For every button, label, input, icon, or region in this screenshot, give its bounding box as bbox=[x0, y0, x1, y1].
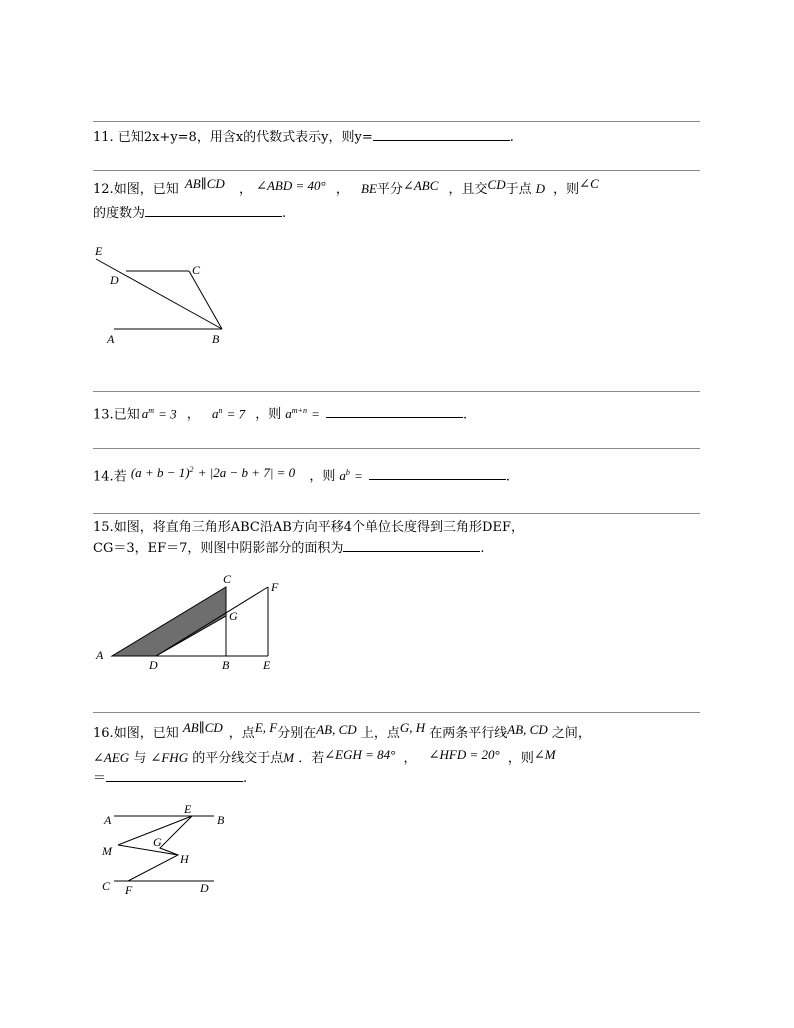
math-term: D bbox=[535, 181, 546, 196]
answer-blank[interactable] bbox=[373, 127, 510, 141]
question-text: 分别在 bbox=[277, 726, 317, 741]
shaded-region bbox=[112, 587, 226, 656]
question-text: 与 bbox=[133, 751, 147, 766]
math-term: = 7 bbox=[226, 406, 246, 422]
label-E: E bbox=[95, 244, 103, 258]
math-expression: (a + b − 1) bbox=[130, 465, 190, 481]
question-text: 如图，已知 bbox=[113, 182, 179, 197]
math-term: M bbox=[283, 750, 295, 765]
separator: ， bbox=[186, 407, 200, 423]
question-text: 平分 bbox=[376, 182, 403, 197]
question-text: ，则 bbox=[255, 407, 282, 423]
math-term: ∠C bbox=[579, 176, 599, 191]
separator: ， bbox=[238, 182, 252, 197]
math-term: ∠AEG bbox=[93, 750, 130, 765]
label-C: C bbox=[192, 263, 201, 277]
answer-blank[interactable] bbox=[326, 404, 463, 418]
exponent: n bbox=[218, 406, 223, 415]
question-text: ，点 bbox=[228, 726, 255, 741]
question-13 bbox=[93, 402, 467, 424]
divider bbox=[93, 170, 700, 171]
question-text: 如图，已知 bbox=[113, 726, 179, 741]
question-text: ，则 bbox=[507, 751, 534, 766]
label-M: M bbox=[102, 844, 112, 858]
question-text: 如图，将直角三角形ABC沿AB方向平移4个单位长度得到三角形DEF， bbox=[113, 520, 524, 535]
label-A: A bbox=[104, 813, 112, 827]
question-number: 16. bbox=[93, 726, 114, 741]
math-term: ∠ABC bbox=[402, 178, 439, 193]
label-D: D bbox=[149, 658, 158, 672]
divider bbox=[93, 391, 700, 392]
math-expression: + |2a − b + 7| = 0 bbox=[197, 465, 296, 481]
answer-blank[interactable] bbox=[369, 466, 506, 480]
figure-q15 bbox=[92, 570, 292, 675]
math-term: ∠M bbox=[533, 747, 556, 762]
figure-q12 bbox=[90, 240, 250, 350]
math-term: E, F bbox=[254, 720, 278, 735]
question-12-line2 bbox=[93, 203, 286, 223]
period: . bbox=[463, 407, 468, 423]
label-D: D bbox=[200, 881, 209, 895]
label-A: A bbox=[107, 332, 115, 346]
question-16 bbox=[93, 720, 591, 743]
separator: ， bbox=[403, 751, 417, 766]
math-condition: AB∥CD bbox=[182, 720, 223, 735]
period: . bbox=[505, 469, 511, 485]
figure-q16 bbox=[96, 800, 246, 900]
period: . bbox=[509, 130, 514, 145]
question-16-line2 bbox=[93, 749, 556, 768]
divider bbox=[93, 513, 700, 514]
math-term: CD bbox=[487, 177, 506, 192]
question-text: 上，点 bbox=[360, 726, 400, 741]
answer-blank[interactable] bbox=[145, 203, 282, 217]
answer-blank[interactable] bbox=[106, 768, 243, 782]
question-text: 的平分线交于点 bbox=[192, 751, 284, 766]
label-H: H bbox=[180, 852, 189, 866]
question-number: 12. bbox=[93, 182, 114, 197]
question-text: ，则 bbox=[309, 469, 336, 485]
question-text: 已知2x+y=8，用含x的代数式表示y，则y= bbox=[117, 130, 373, 145]
exponent: b bbox=[345, 468, 350, 477]
segment-EB bbox=[96, 259, 222, 329]
label-C: C bbox=[223, 572, 232, 586]
exponent: m bbox=[148, 406, 154, 415]
label-E: E bbox=[184, 802, 192, 816]
math-term: AB, CD bbox=[507, 722, 548, 737]
question-12 bbox=[93, 176, 599, 199]
math-term: = bbox=[311, 406, 320, 422]
label-F: F bbox=[271, 580, 279, 594]
label-F: F bbox=[125, 883, 133, 897]
question-text: 之间， bbox=[551, 726, 591, 741]
question-number: 13. bbox=[93, 407, 114, 423]
math-term: = 3 bbox=[158, 406, 177, 422]
math-term: a bbox=[285, 406, 292, 422]
period: . bbox=[480, 541, 485, 556]
exponent: 2 bbox=[189, 465, 194, 474]
question-text: ．若 bbox=[298, 751, 325, 766]
question-text: 已知 bbox=[113, 407, 140, 423]
math-condition: AB∥CD bbox=[184, 176, 225, 191]
math-term: AB, CD bbox=[316, 722, 357, 737]
divider bbox=[93, 121, 700, 122]
question-number: 11. bbox=[93, 130, 114, 145]
question-number: 15. bbox=[93, 520, 114, 535]
math-term: a bbox=[339, 468, 346, 484]
label-E: E bbox=[263, 658, 271, 672]
label-G: G bbox=[229, 609, 238, 623]
math-term: a bbox=[141, 406, 149, 422]
question-text: 在两条平行线 bbox=[429, 726, 508, 741]
label-C: C bbox=[102, 879, 111, 893]
label-D: D bbox=[110, 273, 119, 287]
math-condition: ∠HFD = 20° bbox=[428, 747, 500, 762]
period: . bbox=[282, 206, 287, 221]
question-14 bbox=[93, 464, 510, 486]
math-condition: ∠EGH = 84° bbox=[324, 747, 396, 762]
math-condition: ∠ABD = 40° bbox=[256, 178, 326, 193]
question-text: 于点 bbox=[505, 182, 532, 197]
label-B: B bbox=[217, 813, 225, 827]
question-text: 的度数为 bbox=[93, 206, 146, 221]
answer-blank[interactable] bbox=[343, 538, 480, 552]
label-B: B bbox=[212, 332, 220, 346]
question-15 bbox=[93, 519, 524, 537]
separator: ， bbox=[335, 182, 349, 197]
divider bbox=[93, 712, 700, 713]
question-text: ，且交 bbox=[448, 182, 488, 197]
period: . bbox=[243, 771, 248, 786]
segment-MH bbox=[118, 845, 178, 855]
question-15-line2 bbox=[93, 538, 485, 558]
math-term: = bbox=[353, 468, 363, 484]
math-term: G, H bbox=[399, 720, 426, 735]
math-term: ∠FHG bbox=[150, 750, 189, 765]
exponent: m+n bbox=[291, 406, 307, 415]
label-B: B bbox=[222, 658, 230, 672]
question-text: ，则 bbox=[553, 182, 580, 197]
question-number: 14. bbox=[93, 469, 114, 485]
question-text: 若 bbox=[113, 469, 127, 485]
label-G: G bbox=[153, 835, 162, 849]
divider bbox=[93, 448, 700, 449]
math-term: a bbox=[211, 406, 219, 422]
label-A: A bbox=[96, 648, 104, 662]
question-text: ＝ bbox=[93, 771, 107, 786]
question-16-line3 bbox=[93, 768, 247, 788]
question-11 bbox=[93, 127, 514, 147]
question-text: CG＝3，EF＝7，则图中阴影部分的面积为 bbox=[93, 541, 344, 556]
math-term: BE bbox=[361, 181, 377, 196]
